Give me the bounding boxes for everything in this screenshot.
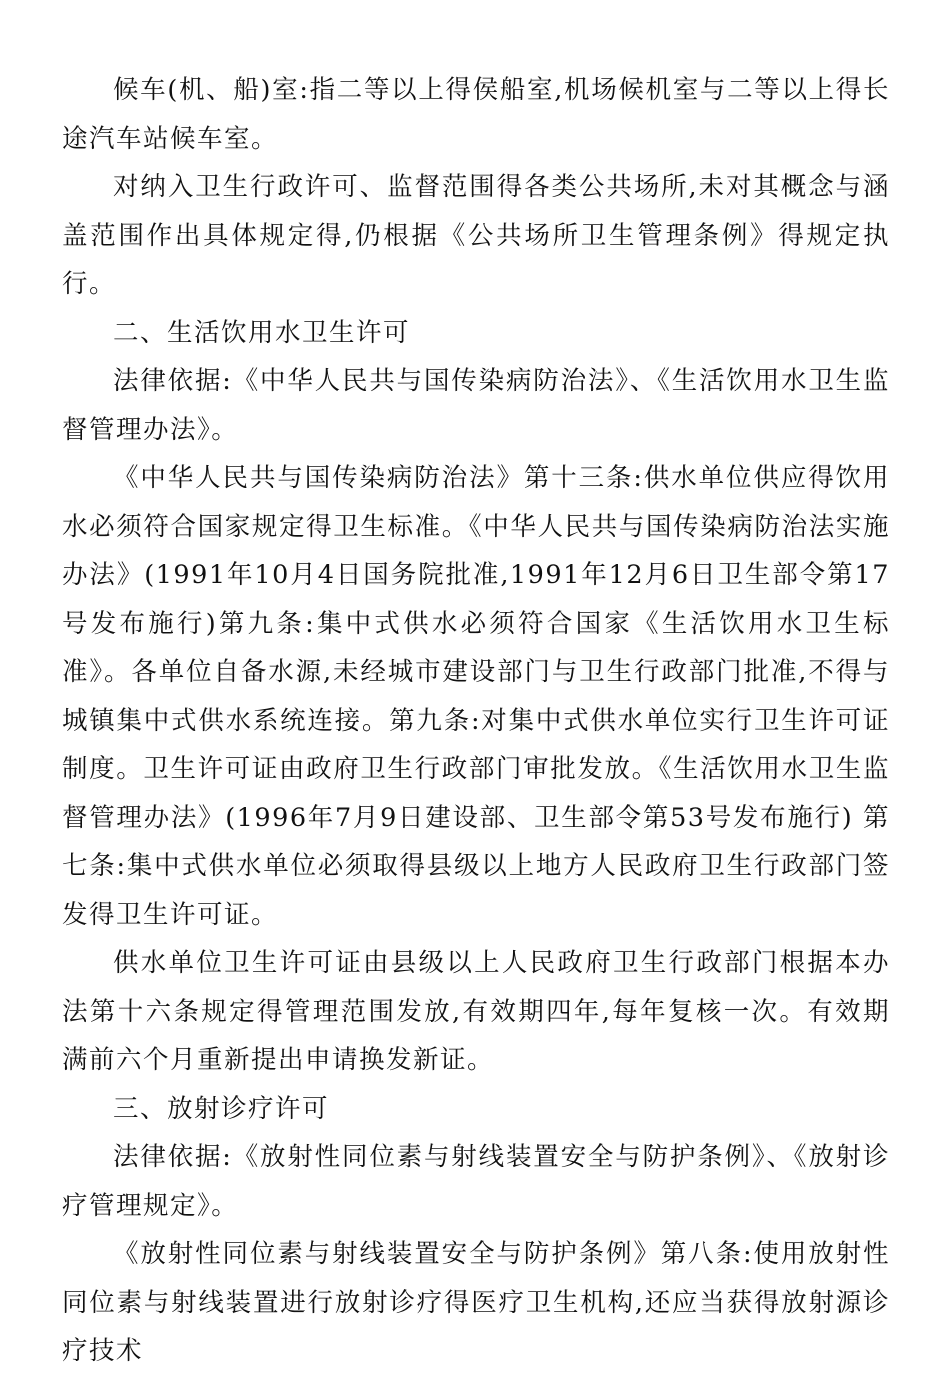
paragraph-water-license-validity: 供水单位卫生许可证由县级以上人民政府卫生行政部门根据本办法第十六条规定得管理范围发放,有效期四年,每年复核一次。有效期满前六个月重新提出申请换发新证。	[62, 948, 890, 1075]
section-heading-radiology: 三、放射诊疗许可	[113, 1093, 330, 1124]
paragraph-public-places-rule: 对纳入卫生行政许可、监督范围得各类公共场所,未对其概念与涵盖范围作出具体规定得,仍根据《公共场所卫生管理条例》得规定执行。	[62, 172, 890, 299]
paragraph-water-regulations: 《中华人民共与国传染病防治法》第十三条:供水单位供应得饮用水必须符合国家规定得卫生标准。《中华人民共与国传染病防治法实施办法》(1991年10月4日国务院批准,1991年12月6日卫生部令第17号发布施行)第九条:集中式供水必须符合国家《生活饮用水卫生标准》。各单位自备水源,未经城市建设部门与卫生行政部门批准,不得与城镇集中式供水系统连接。第九条:对集中式供水单位实行卫生许可证制度。卫生许可证由政府卫生行政部门审批发放。《生活饮用水卫生监督管理办法》(1996年7月9日建设部、卫生部令第53号发布施行) 第七条:集中式供水单位必须取得县级以上地方人民政府卫生行政部门签发得卫生许可证。	[62, 463, 890, 930]
paragraph-waiting-room-definition: 候车(机、船)室:指二等以上得侯船室,机场候机室与二等以上得长途汽车站候车室。	[62, 75, 890, 154]
paragraph-radiology-regulations: 《放射性同位素与射线装置安全与防护条例》第八条:使用放射性同位素与射线装置进行放射诊疗得医疗卫生机构,还应当获得放射源诊疗技术	[62, 1239, 890, 1366]
paragraph-water-legal-basis: 法律依据:《中华人民共与国传染病防治法》、《生活饮用水卫生监督管理办法》。	[62, 366, 890, 445]
paragraph-radiology-legal-basis: 法律依据:《放射性同位素与射线装置安全与防护条例》、《放射诊疗管理规定》。	[62, 1142, 890, 1221]
document-page	[62, 66, 890, 1376]
section-heading-drinking-water: 二、生活饮用水卫生许可	[113, 317, 411, 348]
